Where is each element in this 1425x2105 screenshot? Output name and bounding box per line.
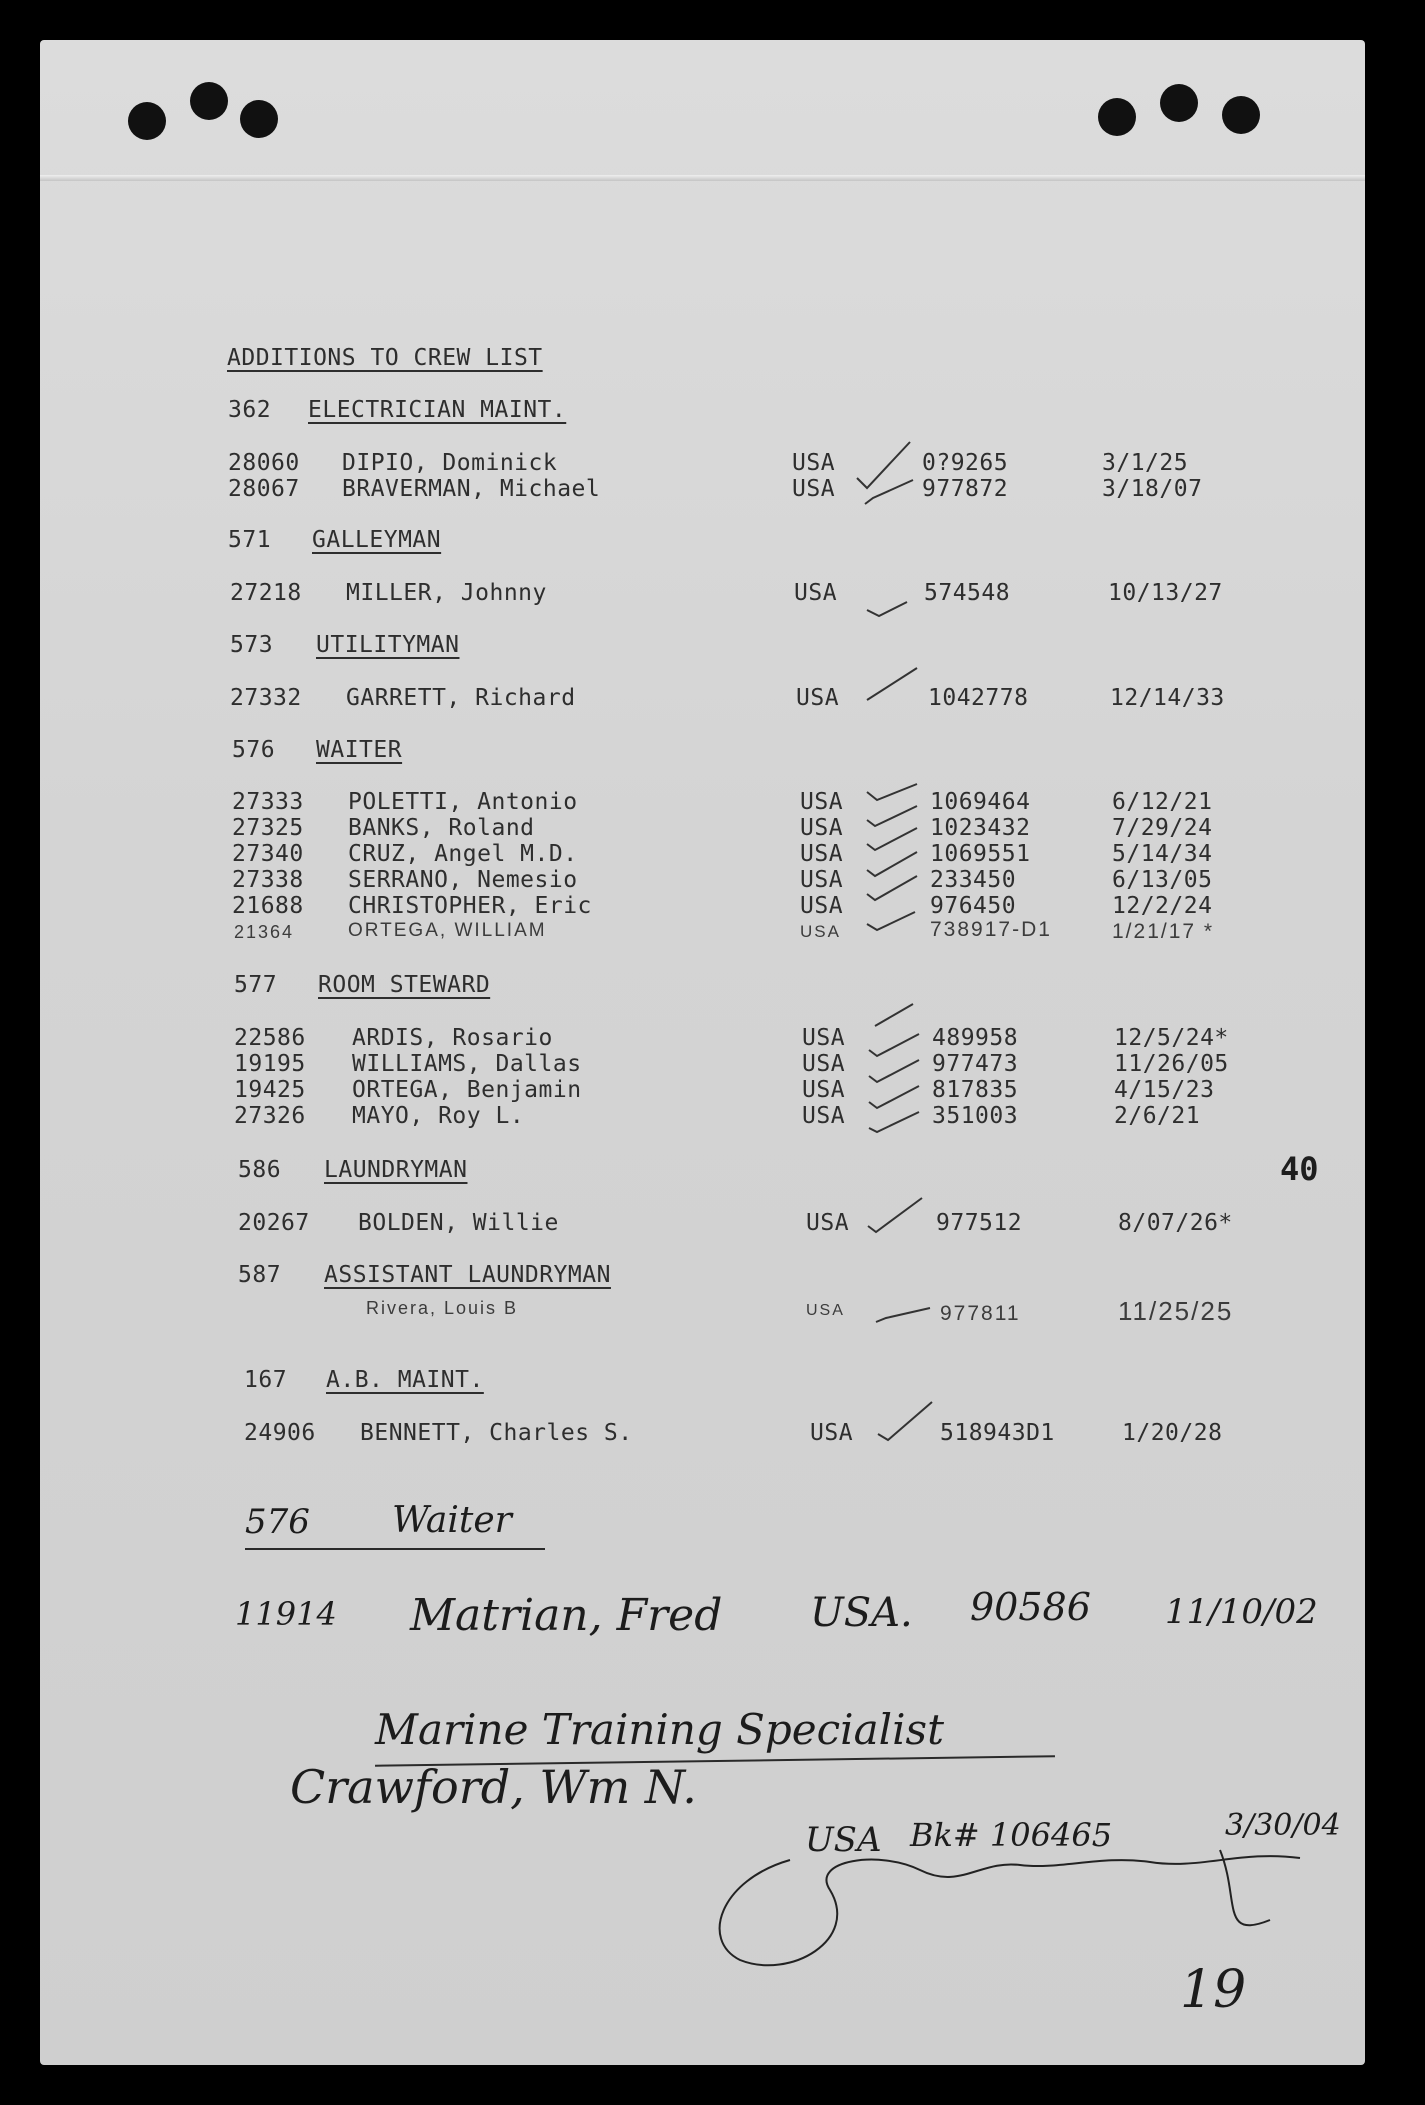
punch-hole <box>1222 96 1260 134</box>
section-code: 586 <box>238 1157 282 1183</box>
handwritten-entry-id: 11914 <box>235 1595 337 1633</box>
check-mark-icon <box>865 780 945 940</box>
row-date: 2/6/21 <box>1114 1103 1201 1129</box>
row-date: 6/12/21 <box>1112 789 1213 815</box>
section-code: 571 <box>228 527 272 553</box>
row-date: 8/07/26* <box>1118 1210 1233 1236</box>
row-name: ARDIS, Rosario <box>352 1025 553 1051</box>
row-date: 5/14/34 <box>1112 841 1213 867</box>
row-id: 20267 <box>238 1210 310 1236</box>
row-date: 12/14/33 <box>1110 685 1225 711</box>
row-num: 977473 <box>932 1051 1019 1077</box>
row-name: MILLER, Johnny <box>346 580 547 606</box>
row-id: 27332 <box>230 685 302 711</box>
row-nat: USA <box>800 789 844 815</box>
row-nat: USA <box>806 1302 845 1319</box>
row-id: 19425 <box>234 1077 306 1103</box>
row-id: 19195 <box>234 1051 306 1077</box>
handwritten-section-code: 576 <box>245 1502 310 1542</box>
row-nat: USA <box>800 922 841 941</box>
section-title: UTILITYMAN <box>316 632 460 658</box>
margin-count: 40 <box>1280 1150 1319 1188</box>
row-num: 233450 <box>930 867 1017 893</box>
section-code: 573 <box>230 632 274 658</box>
row-date: 3/18/07 <box>1102 476 1203 502</box>
row-nat: USA <box>794 580 838 606</box>
row-id: 27333 <box>232 789 304 815</box>
section-code: 576 <box>232 737 276 763</box>
row-date: 12/5/24* <box>1114 1025 1229 1051</box>
section-code: 362 <box>228 397 272 423</box>
row-name: GARRETT, Richard <box>346 685 576 711</box>
row-name: CRUZ, Angel M.D. <box>348 841 578 867</box>
handwritten-specialist-name: Crawford, Wm N. <box>290 1760 697 1814</box>
row-id: 27326 <box>234 1103 306 1129</box>
section-title: WAITER <box>316 737 403 763</box>
handwritten-entry-date: 11/10/02 <box>1165 1592 1318 1632</box>
section-code: 167 <box>244 1367 288 1393</box>
row-id: 27325 <box>232 815 304 841</box>
row-id: 27338 <box>232 867 304 893</box>
section-code: 577 <box>234 972 278 998</box>
handwritten-entry-num: 90586 <box>970 1585 1091 1629</box>
row-num: 518943D1 <box>940 1420 1055 1446</box>
handwritten-specialty: Marine Training Specialist <box>375 1705 944 1754</box>
page-fold <box>40 175 1365 181</box>
section-title: A.B. MAINT. <box>326 1367 484 1393</box>
row-name: SERRANO, Nemesio <box>348 867 578 893</box>
row-name: ORTEGA, Benjamin <box>352 1077 582 1103</box>
row-num: 489958 <box>932 1025 1019 1051</box>
row-name: CHRISTOPHER, Eric <box>348 893 592 919</box>
check-mark-icon <box>865 660 945 710</box>
row-id: 27340 <box>232 841 304 867</box>
row-nat: USA <box>800 815 844 841</box>
punch-hole <box>1098 98 1136 136</box>
row-id: 21364 <box>234 922 295 942</box>
punch-hole <box>128 102 166 140</box>
row-num: 977512 <box>936 1210 1023 1236</box>
row-num: 1069464 <box>930 789 1031 815</box>
list-heading: ADDITIONS TO CREW LIST <box>227 345 543 371</box>
row-num: 0?9265 <box>922 450 1009 476</box>
row-date: 7/29/24 <box>1112 815 1213 841</box>
row-name: MAYO, Roy L. <box>352 1103 525 1129</box>
signature-icon <box>680 1820 1360 1980</box>
row-date: 4/15/23 <box>1114 1077 1215 1103</box>
row-num: 1042778 <box>928 685 1029 711</box>
row-id: 24906 <box>244 1420 316 1446</box>
section-title: GALLEYMAN <box>312 527 442 553</box>
row-id: 21688 <box>232 893 304 919</box>
section-title: ASSISTANT LAUNDRYMAN <box>324 1262 611 1288</box>
check-mark-icon <box>865 1000 945 1160</box>
handwritten-specialist-num: Bk# 106465 <box>910 1816 1113 1854</box>
section-title: ELECTRICIAN MAINT. <box>308 397 567 423</box>
underline <box>245 1548 545 1550</box>
row-name: BENNETT, Charles S. <box>360 1420 633 1446</box>
row-name: ORTEGA, WILLIAM <box>348 920 547 941</box>
row-id: 22586 <box>234 1025 306 1051</box>
row-date: 11/25/25 <box>1118 1296 1234 1326</box>
row-num: 351003 <box>932 1103 1019 1129</box>
row-nat: USA <box>800 841 844 867</box>
check-mark-icon <box>860 1190 950 1450</box>
row-date: 6/13/05 <box>1112 867 1213 893</box>
row-nat: USA <box>802 1103 846 1129</box>
section-title: LAUNDRYMAN <box>324 1157 468 1183</box>
handwritten-specialist-nat: USA <box>805 1820 882 1860</box>
document-page <box>40 40 1365 2065</box>
row-id: 27218 <box>230 580 302 606</box>
handwritten-entry-nat: USA. <box>810 1590 913 1636</box>
row-name: BRAVERMAN, Michael <box>342 476 601 502</box>
section-code: 587 <box>238 1262 282 1288</box>
row-nat: USA <box>810 1420 854 1446</box>
row-num: 1069551 <box>930 841 1031 867</box>
row-date: 10/13/27 <box>1108 580 1223 606</box>
row-id: 28060 <box>228 450 300 476</box>
row-nat: USA <box>802 1051 846 1077</box>
section-title: ROOM STEWARD <box>318 972 491 998</box>
row-name: DIPIO, Dominick <box>342 450 558 476</box>
check-mark-icon <box>855 440 995 660</box>
handwritten-section-title: Waiter <box>392 1500 512 1541</box>
row-date: 11/26/05 <box>1114 1051 1229 1077</box>
row-nat: USA <box>792 450 836 476</box>
row-nat: USA <box>802 1025 846 1051</box>
row-nat: USA <box>800 893 844 919</box>
row-num: 977811 <box>940 1302 1021 1325</box>
row-num: 976450 <box>930 893 1017 919</box>
row-num: 1023432 <box>930 815 1031 841</box>
row-date: 1/21/17 * <box>1112 920 1215 943</box>
row-num: 977872 <box>922 476 1009 502</box>
row-name: WILLIAMS, Dallas <box>352 1051 582 1077</box>
row-date: 1/20/28 <box>1122 1420 1223 1446</box>
page-number: 19 <box>1180 1960 1247 2020</box>
punch-hole <box>190 82 228 120</box>
row-name: POLETTI, Antonio <box>348 789 578 815</box>
row-date: 12/2/24 <box>1112 893 1213 919</box>
row-name: BANKS, Roland <box>348 815 535 841</box>
row-nat: USA <box>792 476 836 502</box>
row-num: 738917-D1 <box>930 918 1052 941</box>
row-name: Rivera, Louis B <box>366 1298 519 1318</box>
punch-hole <box>1160 84 1198 122</box>
row-num: 574548 <box>924 580 1011 606</box>
row-name: BOLDEN, Willie <box>358 1210 559 1236</box>
row-nat: USA <box>802 1077 846 1103</box>
row-num: 817835 <box>932 1077 1019 1103</box>
handwritten-entry-name: Matrian, Fred <box>410 1590 723 1641</box>
row-id: 28067 <box>228 476 300 502</box>
row-nat: USA <box>806 1210 850 1236</box>
row-nat: USA <box>800 867 844 893</box>
handwritten-specialist-date: 3/30/04 <box>1225 1808 1341 1843</box>
row-date: 3/1/25 <box>1102 450 1189 476</box>
row-nat: USA <box>796 685 840 711</box>
punch-hole <box>240 100 278 138</box>
